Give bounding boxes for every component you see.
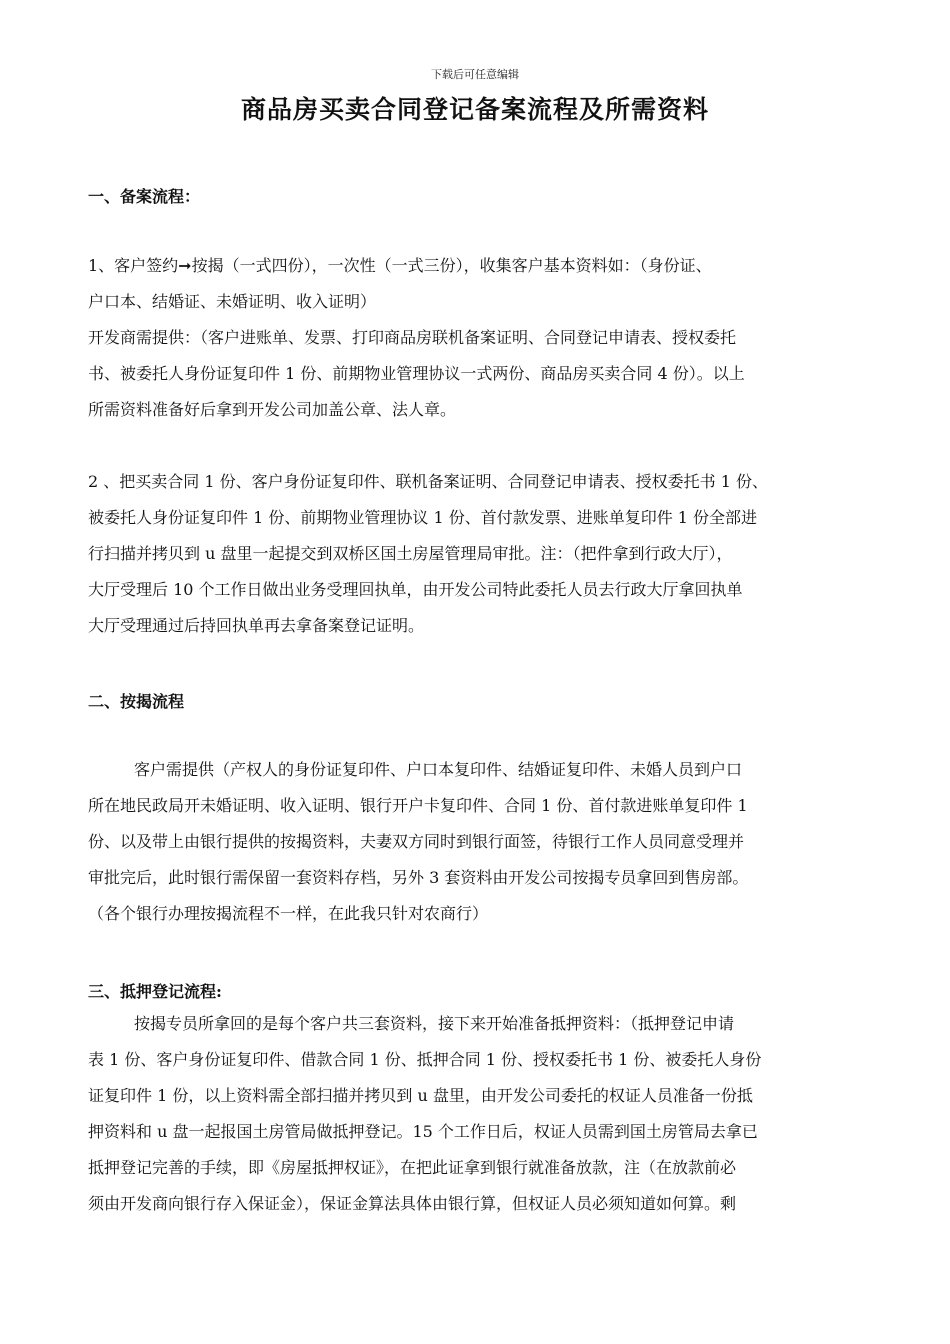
section-heading-pledge-registration: 三、抵押登记流程: xyxy=(88,982,222,1001)
document-title: 商品房买卖合同登记备案流程及所需资料 xyxy=(240,95,709,124)
text-line: 大厅受理后 10 个工作日做出业务受理回执单，由开发公司特此委托人员去行政大厅拿回执单 xyxy=(88,580,743,599)
section1-paragraph-2 xyxy=(88,464,888,644)
text-line: 份、以及带上由银行提供的按揭资料，夫妻双方同时到银行面签，待银行工作人员同意受理并 xyxy=(88,832,745,851)
text-line: 1、客户签约➞按揭（一式四份），一次性（一式三份），收集客户基本资料如：（身份证、 xyxy=(88,256,712,275)
text-line: 户口本、结婚证、未婚证明、收入证明） xyxy=(88,292,377,311)
section-heading-filing-process: 一、备案流程： xyxy=(88,187,201,206)
text-line: 证复印件 1 份，以上资料需全部扫描并拷贝到 u 盘里，由开发公司委托的权证人员准备一份抵 xyxy=(88,1086,753,1105)
section-heading-mortgage-process: 二、按揭流程 xyxy=(88,692,185,711)
text-line: 抵押登记完善的手续，即《房屋抵押权证》，在把此证拿到银行就准备放款，注（在放款前必 xyxy=(88,1158,737,1177)
text-line: 行扫描并拷贝到 u 盘里一起提交到双桥区国土房屋管理局审批。注：（把件拿到行政大厅）， xyxy=(88,544,733,563)
text-line: 2 、把买卖合同 1 份、客户身份证复印件、联机备案证明、合同登记申请表、授权委托书 1 份、 xyxy=(88,472,768,491)
text-line: 押资料和 u 盘一起报国土房管局做抵押登记。15 个工作日后，权证人员需到国土房管局去拿已 xyxy=(88,1122,758,1141)
section3-paragraph xyxy=(88,1006,888,1222)
section2-paragraph xyxy=(88,752,888,932)
text-line: 审批完后，此时银行需保留一套资料存档，另外 3 套资料由开发公司按揭专员拿回到售房部。 xyxy=(88,868,749,887)
text-line: 须由开发商向银行存入保证金），保证金算法具体由银行算，但权证人员必须知道如何算。剩 xyxy=(88,1194,737,1213)
text-line: 客户需提供（产权人的身份证复印件、户口本复印件、结婚证复印件、未婚人员到户口 xyxy=(134,760,743,779)
header-note: 下载后可任意编辑 xyxy=(431,68,519,81)
text-line: 按揭专员所拿回的是每个客户共三套资料，接下来开始准备抵押资料：（抵押登记申请 xyxy=(134,1014,735,1033)
text-line: 大厅受理通过后持回执单再去拿备案登记证明。 xyxy=(88,616,425,635)
text-line: 所需资料准备好后拿到开发公司加盖公章、法人章。 xyxy=(88,400,457,419)
text-line: 书、被委托人身份证复印件 1 份、前期物业管理协议一式两份、商品房买卖合同 4 份）。以上 xyxy=(88,364,745,383)
text-line: 被委托人身份证复印件 1 份、前期物业管理协议 1 份、首付款发票、进账单复印件 1 份全部进 xyxy=(88,508,758,527)
text-line: 所在地民政局开未婚证明、收入证明、银行开户卡复印件、合同 1 份、首付款进账单复印件 1 xyxy=(88,796,748,815)
text-line: 表 1 份、客户身份证复印件、借款合同 1 份、抵押合同 1 份、授权委托书 1 份、被委托人身份 xyxy=(88,1050,762,1069)
text-line: 开发商需提供：（客户进账单、发票、打印商品房联机备案证明、合同登记申请表、授权委托 xyxy=(88,328,737,347)
section1-paragraph-1 xyxy=(88,248,888,428)
text-line: （各个银行办理按揭流程不一样，在此我只针对农商行） xyxy=(88,904,489,923)
